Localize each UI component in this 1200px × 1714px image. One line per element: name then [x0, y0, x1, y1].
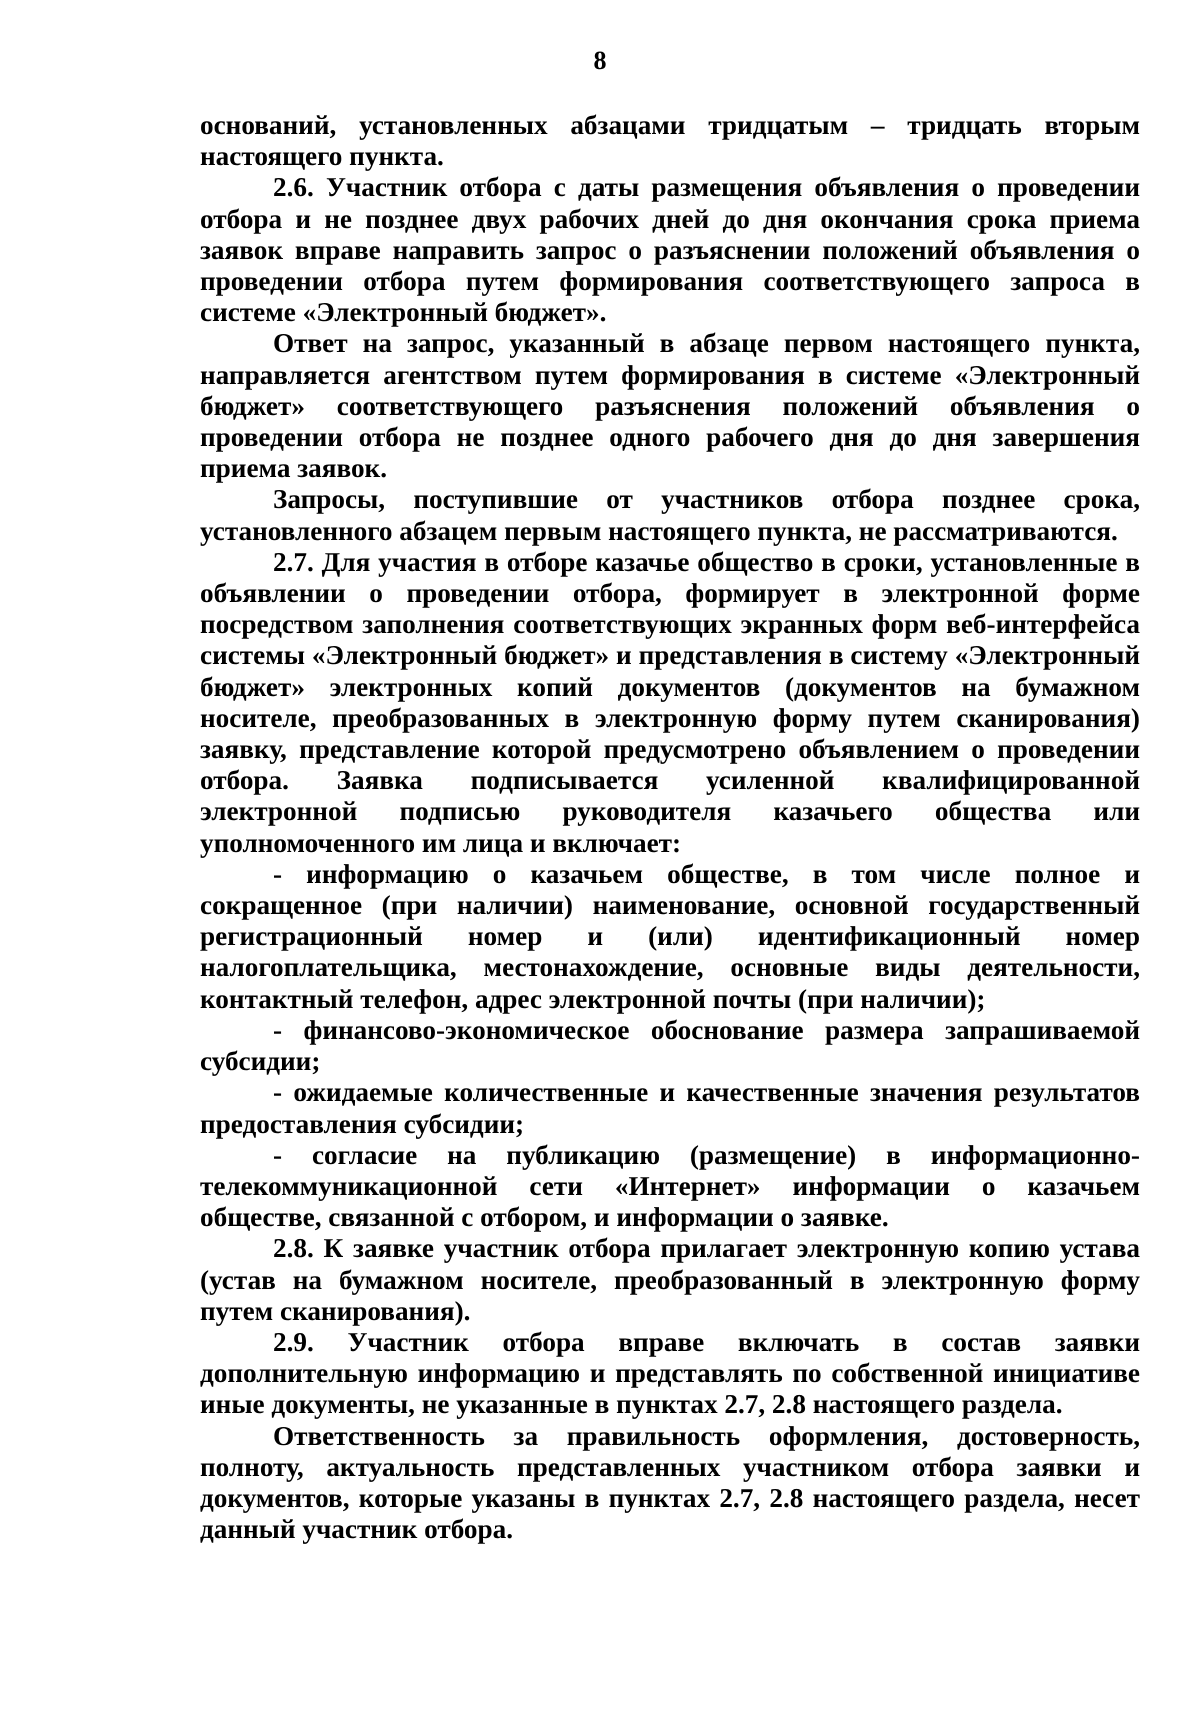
paragraph-2-7: 2.7. Для участия в отборе казачье общество в сроки, установленные в объявлении о проведении отбора, формирует в электронной форме посредством заполнения соответствующих экранных форм веб-интерфейса системы «Электронный бюджет» и представления в систему «Электронный бюджет» электронных копий документов (документов на бумажном носителе, преобразованных в электронную форму путем сканирования) заявку, представление которой предусмотрено объявлением о проведении отбора. Заявка подписывается усиленной квалифицированной электронной подписью руководителя казачьего общества или уполномоченного им лица и включает:	[200, 546, 1140, 858]
paragraph-late-requests: Запросы, поступившие от участников отбора позднее срока, установленного абзацем первым настоящего пункта, не рассматриваются.	[200, 484, 1140, 546]
list-item-publication-consent: - согласие на публикацию (размещение) в информационно-телекоммуникационной сети «Интернет» информации о казачьем обществе, связанной с отбором, и информации о заявке.	[200, 1139, 1140, 1233]
paragraph-responsibility: Ответственность за правильность оформления, достоверность, полноту, актуальность представленных участником отбора заявки и документов, которые указаны в пунктах 2.7, 2.8 настоящего раздела, несет данный участник отбора.	[200, 1420, 1140, 1545]
paragraph-2-9: 2.9. Участник отбора вправе включать в состав заявки дополнительную информацию и представлять по собственной инициативе иные документы, не указанные в пунктах 2.7, 2.8 настоящего раздела.	[200, 1326, 1140, 1420]
list-item-financial-justification: - финансово-экономическое обоснование размера запрашиваемой субсидии;	[200, 1014, 1140, 1077]
page-number: 8	[593, 46, 607, 75]
paragraph-continuation: оснований, установленных абзацами тридцатым – тридцать вторым настоящего пункта.	[200, 110, 1140, 172]
document-body	[200, 110, 1140, 1545]
paragraph-2-6: 2.6. Участник отбора с даты размещения объявления о проведении отбора и не позднее двух рабочих дней до дня окончания срока приема заявок вправе направить запрос о разъяснении положений объявления о проведении отбора путем формирования соответствующего запроса в системе «Электронный бюджет».	[200, 172, 1140, 328]
list-item-society-info: - информацию о казачьем обществе, в том числе полное и сокращенное (при наличии) наименование, основной государственный регистрационный номер и (или) идентификационный номер налогоплательщика, местонахождение, основные виды деятельности, контактный телефон, адрес электронной почты (при наличии);	[200, 858, 1140, 1014]
list-item-expected-results: - ожидаемые количественные и качественные значения результатов предоставления субсидии;	[200, 1077, 1140, 1139]
paragraph-answer-to-request: Ответ на запрос, указанный в абзаце первом настоящего пункта, направляется агентством путем формирования в системе «Электронный бюджет» соответствующего разъяснения положений объявления о проведении отбора не позднее одного рабочего дня до дня завершения приема заявок.	[200, 328, 1140, 484]
paragraph-2-8: 2.8. К заявке участник отбора прилагает электронную копию устава (устав на бумажном носителе, преобразованный в электронную форму путем сканирования).	[200, 1233, 1140, 1326]
